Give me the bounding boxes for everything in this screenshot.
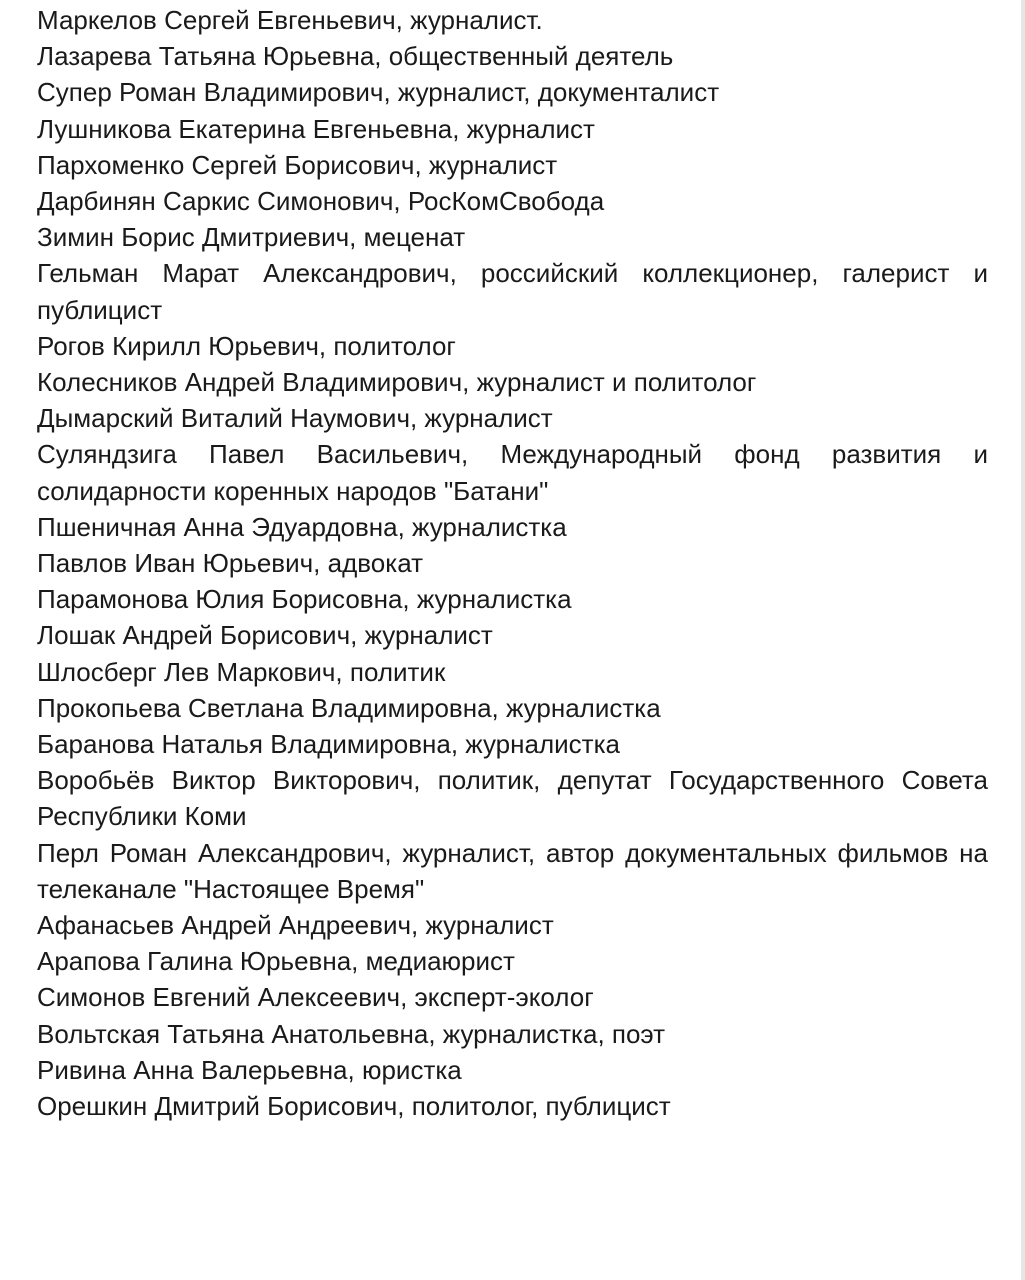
list-item: Шлосберг Лев Маркович, политик (37, 656, 446, 687)
list-item: Прокопьева Светлана Владимировна, журналистка (37, 692, 661, 723)
list-item: Зимин Борис Дмитриевич, меценат (37, 222, 466, 253)
list-item: Афанасьев Андрей Андреевич, журналист (37, 910, 554, 941)
list-item: Рогов Кирилл Юрьевич, политолог (37, 330, 456, 361)
list-item: Ривина Анна Валерьевна, юристка (37, 1054, 462, 1085)
list-item: Симонов Евгений Алексеевич, эксперт-эколог (37, 982, 594, 1013)
list-item: Дымарский Виталий Наумович, журналист (37, 403, 553, 434)
list-item: Перл Роман Александрович, журналист, автор документальных фильмов на телеканале "Настоящее Время" (37, 837, 988, 904)
list-item: Лазарева Татьяна Юрьевна, общественный деятель (37, 41, 674, 72)
list-item: Воробьёв Виктор Викторович, политик, депутат Государственного Совета Республики Коми (37, 765, 988, 832)
names-list (37, 2, 988, 1124)
list-item: Павлов Иван Юрьевич, адвокат (37, 548, 423, 579)
list-item: Супер Роман Владимирович, журналист, документалист (37, 77, 720, 108)
list-item: Арапова Галина Юрьевна, медиаюрист (37, 946, 515, 977)
list-item: Дарбинян Саркис Симонович, РосКомСвобода (37, 186, 605, 217)
list-item: Орешкин Дмитрий Борисович, политолог, публицист (37, 1091, 671, 1122)
list-item: Лошак Андрей Борисович, журналист (37, 620, 493, 651)
list-item: Баранова Наталья Владимировна, журналистка (37, 729, 620, 760)
list-item: Пшеничная Анна Эдуардовна, журналистка (37, 511, 567, 542)
list-item: Маркелов Сергей Евгеньевич, журналист. (37, 5, 543, 35)
list-item: Суляндзига Павел Васильевич, Международный фонд развития и солидарности коренных народов "Батани" (37, 439, 988, 506)
list-item: Лушникова Екатерина Евгеньевна, журналист (37, 113, 595, 144)
list-item: Вольтская Татьяна Анатольевна, журналистка, поэт (37, 1018, 666, 1049)
list-item: Пархоменко Сергей Борисович, журналист (37, 149, 558, 180)
list-item: Парамонова Юлия Борисовна, журналистка (37, 584, 572, 615)
list-item: Гельман Марат Александрович, российский коллекционер, галерист и публицист (37, 258, 988, 325)
list-item: Колесников Андрей Владимирович, журналист и политолог (37, 367, 757, 398)
